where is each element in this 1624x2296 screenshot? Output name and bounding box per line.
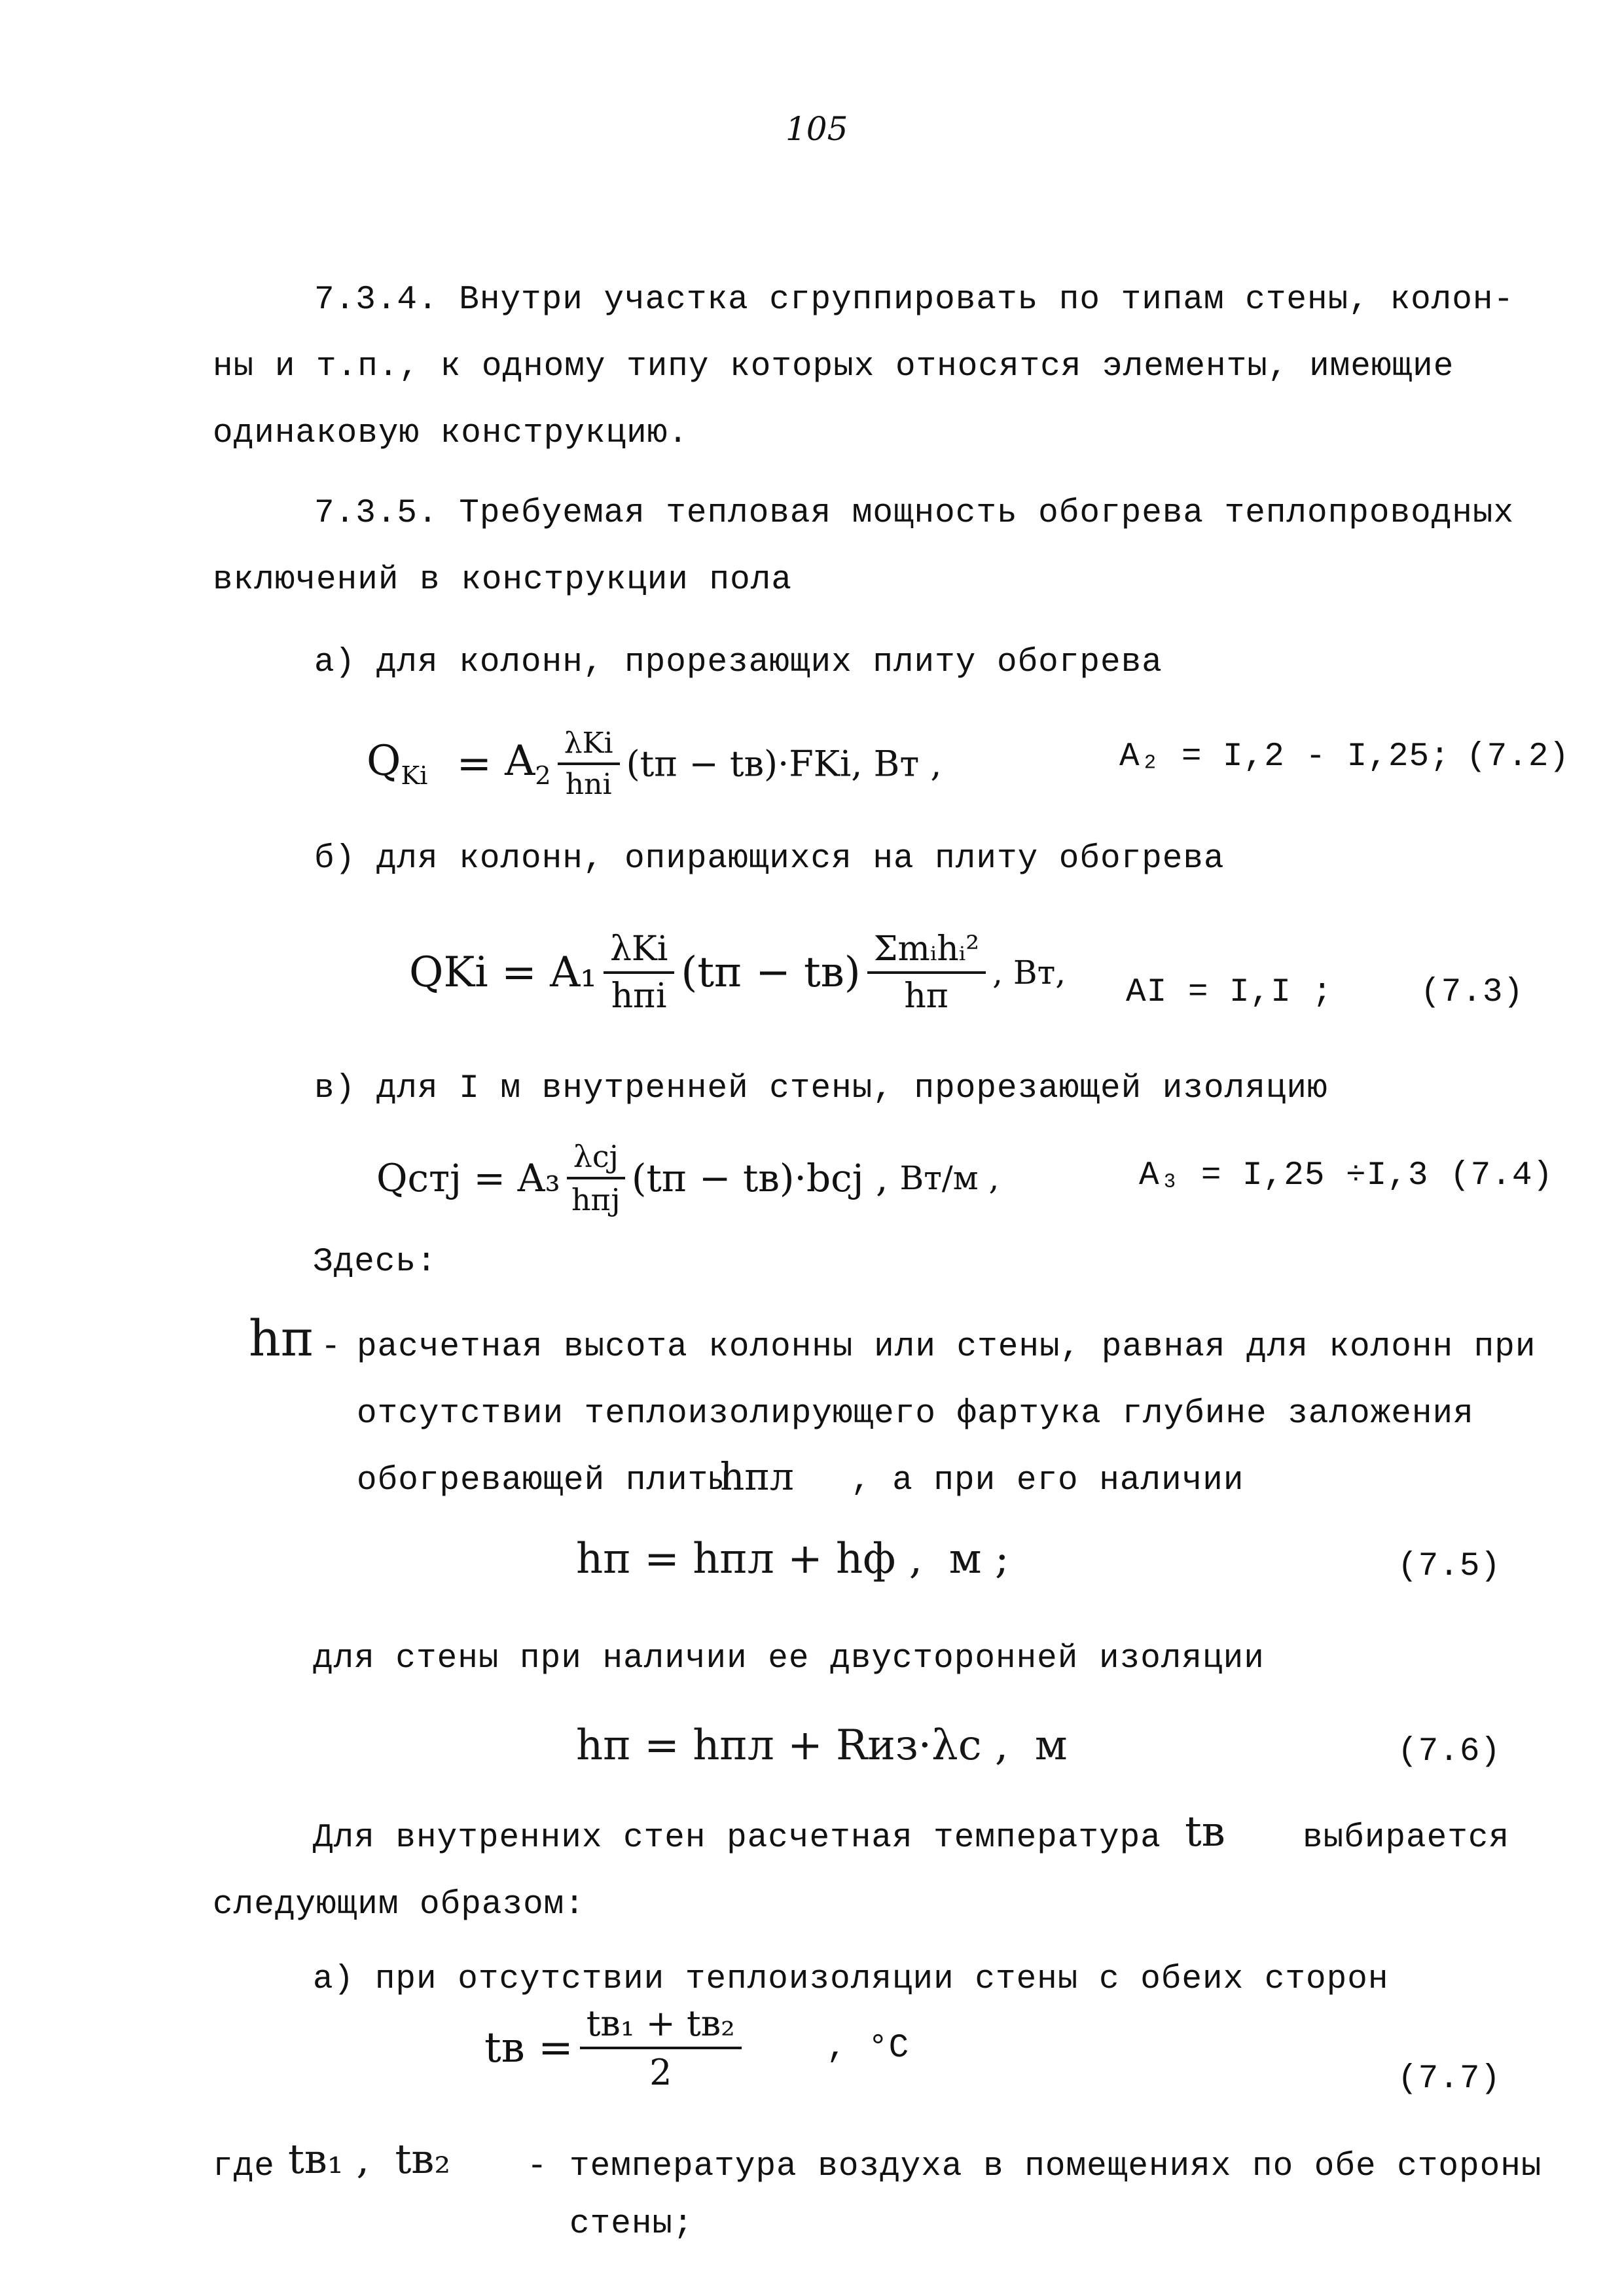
eq76-label: (7.6) [1398,1733,1502,1770]
def-hn-line3-symbol: hпл [720,1454,794,1499]
eq72-rest: (tп − tв)·FKi, Вт , [626,743,942,785]
eq77-numerator: tв₁ + tв₂ [580,2003,742,2049]
eq72-param: A₂ = I,2 - I,25; [1119,738,1451,776]
eq72-denominator: hni [565,768,612,801]
eq77-unit: , °C [826,2029,910,2067]
eq73-denominator-1: hпi [611,977,667,1016]
eq74-denominator: hпj [571,1182,621,1217]
eq74-lhs: Qстj = A₃ [376,1156,560,1200]
eq77-denominator: 2 [649,2052,672,2093]
item-b: б) для колонн, опирающихся на плиту обогрева [314,840,1225,878]
para-734-line1: 7.3.4. Внутри участка сгруппировать по типам стены, колон- [314,281,1515,319]
zdes-label: Здесь: [313,1244,437,1281]
where-gde: где [213,2148,275,2185]
def-hn-dash: - [321,1329,342,1366]
where-line1: температура воздуха в помещениях по обе стороны [569,2148,1542,2185]
eq74-unit: Вт/м , [899,1159,1000,1197]
item-v: в) для I м внутренней стены, прорезающей изоляцию [314,1070,1328,1107]
def-hn-line3a: обогревающей плиты [357,1462,729,1499]
equation-7-2 [367,726,942,801]
def-hn-line2: отсутствии теплоизолирующего фартука глубине заложения [357,1395,1474,1433]
equation-7-3 [409,929,1066,1016]
eq77-lhs: tв = [484,2024,573,2072]
eq73-label: (7.3) [1420,974,1525,1011]
page-number: 105 [785,110,848,148]
def-hn-line1: расчетная высота колонны или стены, равная для колонн при [357,1329,1536,1366]
eq74-rest: (tп − tв)·bcj , [631,1156,888,1200]
eq75-label: (7.5) [1398,1548,1502,1585]
where-line2: стены; [569,2206,694,2243]
eq77-fraction [580,2003,742,2093]
eq73-lhs: QKi = A₁ [409,948,597,997]
eq72-lhs: $Q_{Ki}$ [367,737,428,791]
eq75-expression: hп = hпл + hф , м ; [576,1535,1009,1583]
inner-walls-line1b: выбирается [1303,1820,1510,1857]
eq73-unit: , Вт, [992,954,1066,992]
eq72-numerator: λKi [558,726,620,765]
where-dash: - [527,2148,548,2185]
eq72-coef: $A_2$ [505,737,551,791]
eq76-expression: hп = hпл + Rиз·λc , м [576,1721,1068,1770]
eq73-numerator-1: λKi [604,929,674,974]
eq73-mid: (tп − tв) [681,948,861,997]
equation-7-7 [484,2003,909,2093]
para-735-line2: включений в конструкции пола [213,562,792,599]
def-hn-line3b: , а при его наличии [851,1462,1244,1499]
eq77-label: (7.7) [1398,2060,1502,2098]
equation-7-4 [376,1139,999,1217]
eq74-numerator: λcj [567,1139,625,1179]
para-735-line1: 7.3.5. Требуемая тепловая мощность обогрева теплопроводных [314,495,1515,532]
def-hn-symbol: hп [249,1309,314,1367]
where-symbols: tв₁ , tв₂ [288,2135,451,2183]
eq72-fraction [558,726,620,801]
item-a2: а) при отсутствии теплоизоляции стены с обеих сторон [313,1961,1389,1998]
eq73-param: AI = I,I ; [1126,974,1333,1011]
inner-walls-line2: следующим образом: [213,1886,585,1924]
eq74-fraction [567,1139,625,1217]
inner-walls-line1a: Для внутренних стен расчетная температура [313,1820,1161,1857]
wall-text: для стены при наличии ее двусторонней изоляции [313,1640,1265,1677]
eq73-denominator-2: hп [904,977,949,1016]
eq73-numerator-2: Σmᵢhᵢ² [867,929,986,974]
eq74-param: A₃ = I,25 ÷I,3 [1139,1157,1429,1194]
eq74-label: (7.4) [1450,1157,1554,1194]
item-a: а) для колонн, прорезающих плиту обогрева [314,644,1163,681]
eq73-fraction-1 [604,929,674,1016]
para-734-line3: одинаковую конструкцию. [213,415,689,452]
eq72-eq-sign: = [456,740,492,788]
inner-walls-symbol: tв [1185,1808,1225,1856]
eq73-fraction-2 [867,929,986,1016]
para-734-line2: ны и т.п., к одному типу которых относятся элементы, имеющие [213,348,1454,386]
eq72-label: (7.2) [1466,738,1570,776]
